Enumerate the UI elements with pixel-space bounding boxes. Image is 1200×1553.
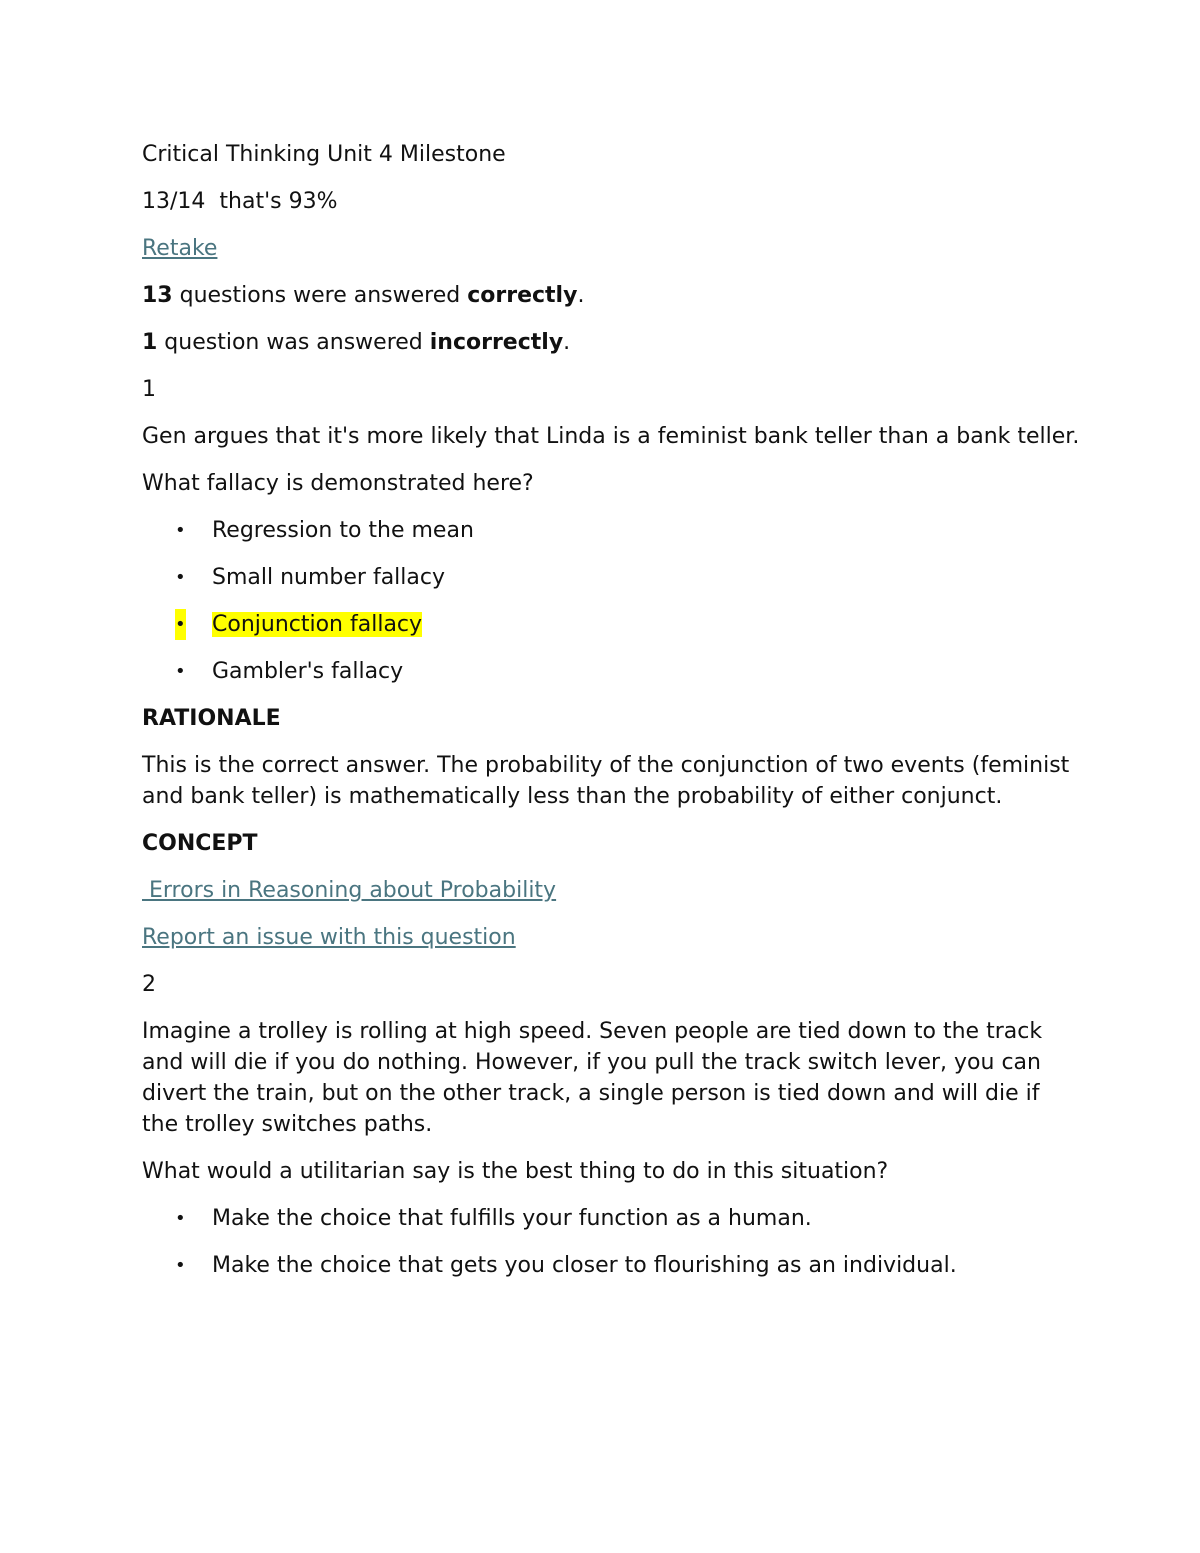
answer-option[interactable]	[142, 515, 1082, 546]
incorrect-text: question was answered	[157, 330, 430, 355]
rationale-heading	[142, 703, 1082, 734]
document-page	[142, 139, 1082, 1297]
answer-options	[142, 1203, 1082, 1281]
question-prompt: Imagine a trolley is rolling at high speed. Seven people are tied down to the track and will die if you do nothing. However, if you pull the track switch lever, you can divert the train, but on the other track, a single person is tied down and will die if the trolley switches paths.	[142, 1019, 1043, 1137]
answer-option-selected[interactable]	[142, 609, 1082, 640]
answer-option-label: Make the choice that fulfills your function as a human.	[212, 1206, 812, 1231]
correct-period: .	[577, 283, 585, 308]
incorrect-word: incorrectly	[429, 330, 564, 355]
answer-option[interactable]	[142, 656, 1082, 687]
answer-option[interactable]	[142, 1203, 1082, 1234]
concept-link[interactable]: Errors in Reasoning about Probability	[142, 878, 557, 903]
bullet-icon: •	[175, 1255, 186, 1276]
concept-heading	[142, 828, 1082, 859]
incorrect-summary	[142, 327, 1082, 358]
correct-count: 13	[142, 283, 173, 308]
correct-text: questions were answered	[172, 283, 468, 308]
correct-summary	[142, 280, 1082, 311]
rationale-heading-text: RATIONALE	[142, 706, 281, 731]
answer-option-label: Gambler's fallacy	[212, 659, 404, 684]
answer-option[interactable]	[142, 562, 1082, 593]
score-value: 13/14	[142, 189, 206, 214]
incorrect-count: 1	[142, 330, 158, 355]
answer-option-label-highlighted: Conjunction fallacy	[212, 612, 423, 637]
report-paragraph	[142, 922, 1082, 953]
report-issue-link[interactable]: Report an issue with this question	[142, 925, 516, 950]
score-percent: that's 93%	[219, 189, 338, 214]
question-prompt: Gen argues that it's more likely that Linda is a feminist bank teller than a bank teller.	[142, 424, 1080, 449]
question-text: What fallacy is demonstrated here?	[142, 471, 534, 496]
answer-option-label: Small number fallacy	[212, 565, 445, 590]
bullet-icon: •	[175, 1208, 186, 1229]
bullet-icon: •	[175, 520, 186, 541]
incorrect-period: .	[563, 330, 571, 355]
document-title: Critical Thinking Unit 4 Milestone	[142, 142, 506, 167]
question-text: What would a utilitarian say is the best thing to do in this situation?	[142, 1159, 889, 1184]
answer-option-label: Make the choice that gets you closer to flourishing as an individual.	[212, 1253, 957, 1278]
retake-paragraph	[142, 233, 1082, 264]
concept-heading-text: CONCEPT	[142, 831, 258, 856]
question-number: 1	[142, 377, 156, 402]
rationale-text: This is the correct answer. The probability of the conjunction of two events (feminist and bank teller) is mathematically less than the probability of either conjunct.	[142, 753, 1070, 809]
answer-options	[142, 515, 1082, 687]
question-number: 2	[142, 972, 156, 997]
answer-option[interactable]	[142, 1250, 1082, 1281]
bullet-icon: •	[175, 567, 186, 588]
concept-paragraph	[142, 875, 1082, 906]
answer-option-label: Regression to the mean	[212, 518, 474, 543]
bullet-icon: •	[175, 661, 186, 682]
score-line	[142, 186, 1082, 217]
bullet-icon: •	[175, 609, 186, 640]
correct-word: correctly	[467, 283, 578, 308]
retake-link[interactable]: Retake	[142, 236, 218, 261]
